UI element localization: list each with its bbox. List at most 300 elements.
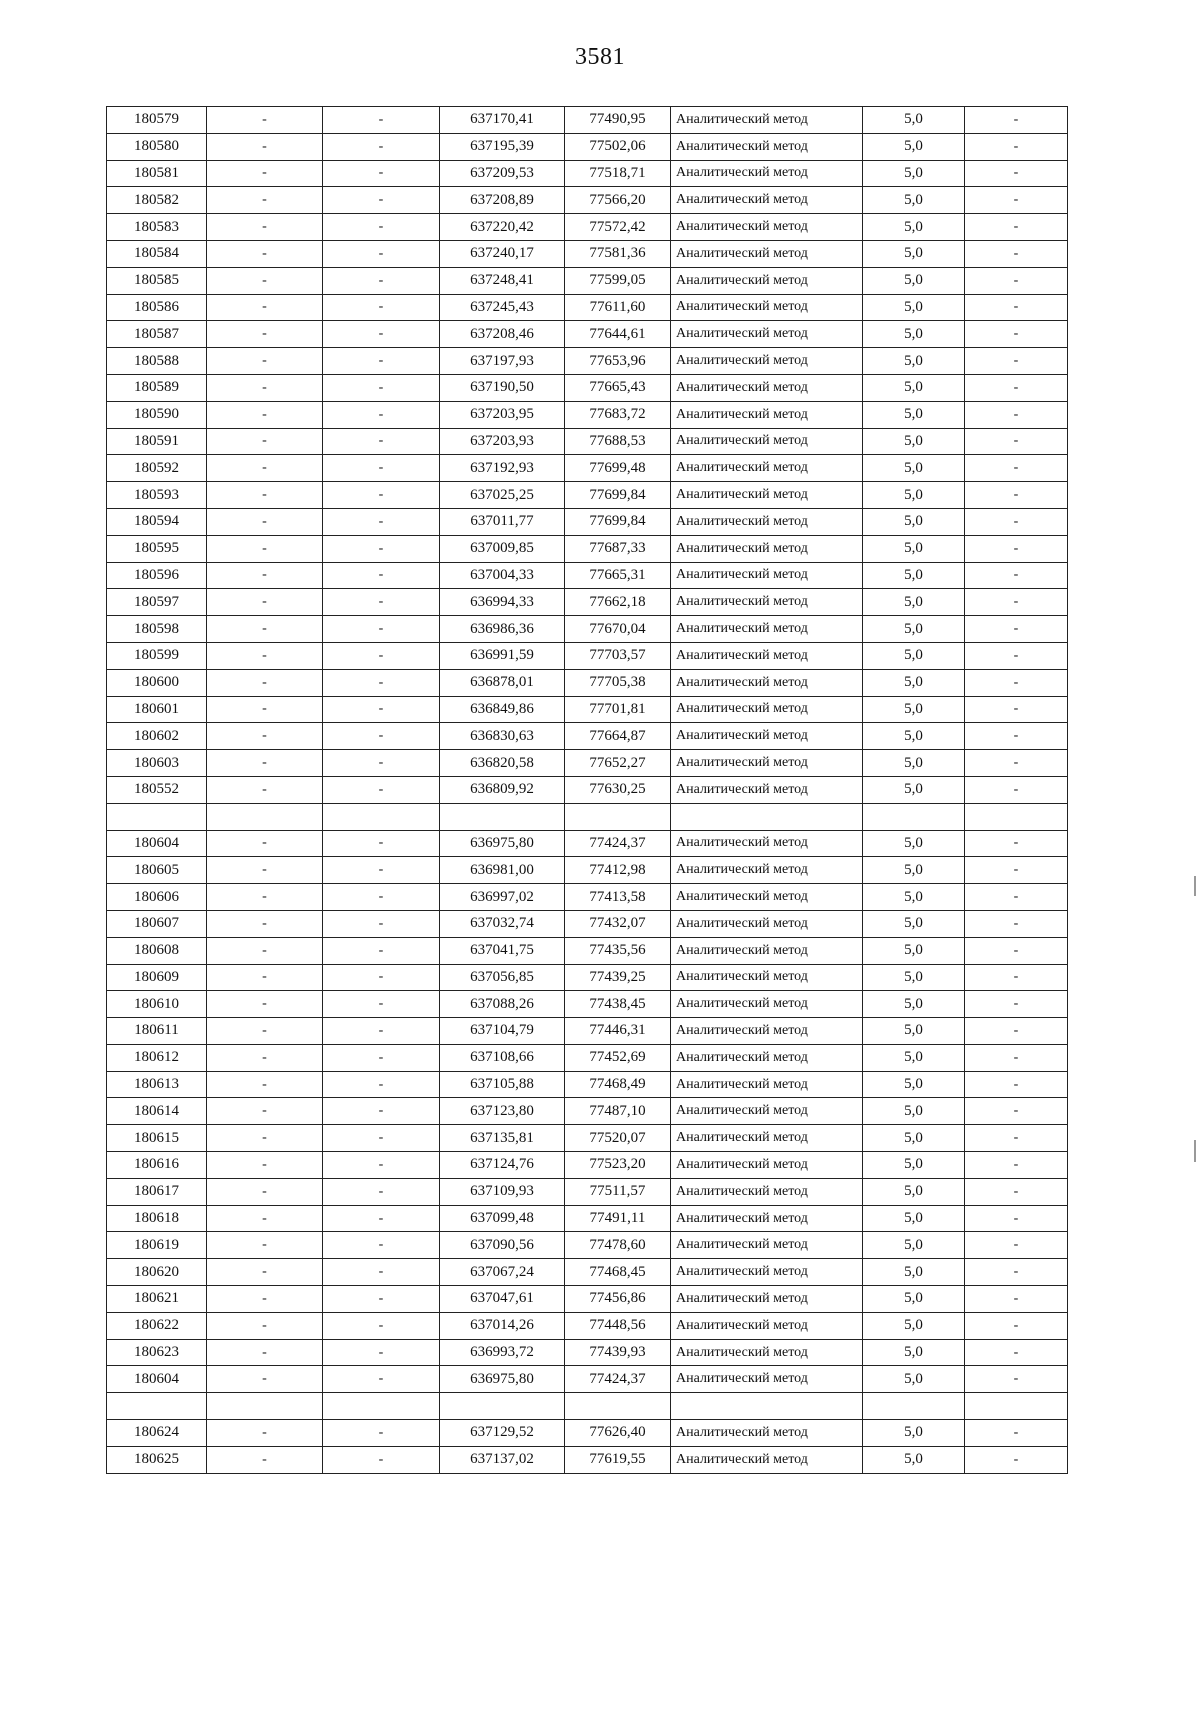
method-cell: Аналитический метод	[671, 160, 863, 187]
empty-col-2-cell: -	[207, 910, 323, 937]
empty-col-8-cell: -	[965, 133, 1068, 160]
empty-col-3-cell: -	[323, 160, 440, 187]
y-coordinate-cell: 77665,43	[565, 374, 671, 401]
y-coordinate-cell: 77687,33	[565, 535, 671, 562]
accuracy-cell: 5,0	[863, 642, 965, 669]
point-id-cell: 180607	[107, 910, 207, 937]
table-row	[107, 1366, 1068, 1393]
blank-cell	[107, 1393, 207, 1420]
x-coordinate-cell: 637108,66	[440, 1044, 565, 1071]
y-coordinate-cell: 77619,55	[565, 1446, 671, 1473]
empty-col-3-cell: -	[323, 1205, 440, 1232]
empty-col-3-cell: -	[323, 1018, 440, 1045]
empty-col-8-cell: -	[965, 857, 1068, 884]
table-row	[107, 562, 1068, 589]
accuracy-cell: 5,0	[863, 616, 965, 643]
accuracy-cell: 5,0	[863, 1232, 965, 1259]
empty-col-2-cell: -	[207, 1018, 323, 1045]
table-row	[107, 669, 1068, 696]
empty-col-3-cell: -	[323, 910, 440, 937]
blank-cell	[965, 1393, 1068, 1420]
point-id-cell: 180581	[107, 160, 207, 187]
y-coordinate-cell: 77630,25	[565, 776, 671, 803]
empty-col-2-cell: -	[207, 1366, 323, 1393]
accuracy-cell: 5,0	[863, 1366, 965, 1393]
point-id-cell: 180610	[107, 991, 207, 1018]
point-id-cell: 180599	[107, 642, 207, 669]
empty-col-3-cell: -	[323, 187, 440, 214]
empty-col-3-cell: -	[323, 562, 440, 589]
point-id-cell: 180587	[107, 321, 207, 348]
x-coordinate-cell: 636975,80	[440, 830, 565, 857]
empty-col-8-cell: -	[965, 937, 1068, 964]
table-row	[107, 1286, 1068, 1313]
method-cell: Аналитический метод	[671, 964, 863, 991]
empty-col-3-cell: -	[323, 240, 440, 267]
point-id-cell: 180596	[107, 562, 207, 589]
empty-col-2-cell: -	[207, 1098, 323, 1125]
scan-edge-mark	[1194, 876, 1196, 896]
point-id-cell: 180621	[107, 1286, 207, 1313]
y-coordinate-cell: 77664,87	[565, 723, 671, 750]
empty-col-2-cell: -	[207, 1071, 323, 1098]
accuracy-cell: 5,0	[863, 535, 965, 562]
y-coordinate-cell: 77511,57	[565, 1178, 671, 1205]
x-coordinate-cell: 637203,95	[440, 401, 565, 428]
y-coordinate-cell: 77487,10	[565, 1098, 671, 1125]
empty-col-3-cell: -	[323, 937, 440, 964]
blank-cell	[107, 803, 207, 830]
table-row	[107, 374, 1068, 401]
empty-col-8-cell: -	[965, 991, 1068, 1018]
method-cell: Аналитический метод	[671, 374, 863, 401]
table-row	[107, 830, 1068, 857]
table-row	[107, 1098, 1068, 1125]
point-id-cell: 180585	[107, 267, 207, 294]
empty-col-8-cell: -	[965, 187, 1068, 214]
separator-row	[107, 1393, 1068, 1420]
table-row	[107, 723, 1068, 750]
table-row	[107, 1339, 1068, 1366]
table-row	[107, 1259, 1068, 1286]
empty-col-3-cell: -	[323, 374, 440, 401]
method-cell: Аналитический метод	[671, 884, 863, 911]
y-coordinate-cell: 77452,69	[565, 1044, 671, 1071]
empty-col-8-cell: -	[965, 1312, 1068, 1339]
table-row	[107, 348, 1068, 375]
point-id-cell: 180609	[107, 964, 207, 991]
x-coordinate-cell: 637135,81	[440, 1125, 565, 1152]
x-coordinate-cell: 637192,93	[440, 455, 565, 482]
table-row	[107, 1178, 1068, 1205]
empty-col-2-cell: -	[207, 1125, 323, 1152]
y-coordinate-cell: 77478,60	[565, 1232, 671, 1259]
empty-col-8-cell: -	[965, 696, 1068, 723]
empty-col-8-cell: -	[965, 240, 1068, 267]
table-row	[107, 696, 1068, 723]
accuracy-cell: 5,0	[863, 1152, 965, 1179]
accuracy-cell: 5,0	[863, 1420, 965, 1447]
empty-col-2-cell: -	[207, 1152, 323, 1179]
empty-col-2-cell: -	[207, 1044, 323, 1071]
accuracy-cell: 5,0	[863, 937, 965, 964]
y-coordinate-cell: 77611,60	[565, 294, 671, 321]
blank-cell	[671, 803, 863, 830]
empty-col-8-cell: -	[965, 776, 1068, 803]
x-coordinate-cell: 637067,24	[440, 1259, 565, 1286]
empty-col-3-cell: -	[323, 1232, 440, 1259]
empty-col-2-cell: -	[207, 562, 323, 589]
x-coordinate-cell: 637209,53	[440, 160, 565, 187]
empty-col-2-cell: -	[207, 776, 323, 803]
empty-col-3-cell: -	[323, 267, 440, 294]
empty-col-3-cell: -	[323, 482, 440, 509]
empty-col-3-cell: -	[323, 133, 440, 160]
empty-col-2-cell: -	[207, 160, 323, 187]
empty-col-2-cell: -	[207, 535, 323, 562]
empty-col-2-cell: -	[207, 133, 323, 160]
y-coordinate-cell: 77688,53	[565, 428, 671, 455]
coordinates-table	[106, 106, 1068, 1474]
accuracy-cell: 5,0	[863, 348, 965, 375]
empty-col-3-cell: -	[323, 508, 440, 535]
method-cell: Аналитический метод	[671, 696, 863, 723]
empty-col-2-cell: -	[207, 1420, 323, 1447]
empty-col-3-cell: -	[323, 428, 440, 455]
method-cell: Аналитический метод	[671, 562, 863, 589]
empty-col-3-cell: -	[323, 1098, 440, 1125]
point-id-cell: 180613	[107, 1071, 207, 1098]
empty-col-2-cell: -	[207, 937, 323, 964]
empty-col-3-cell: -	[323, 1286, 440, 1313]
method-cell: Аналитический метод	[671, 857, 863, 884]
y-coordinate-cell: 77412,98	[565, 857, 671, 884]
accuracy-cell: 5,0	[863, 776, 965, 803]
x-coordinate-cell: 637109,93	[440, 1178, 565, 1205]
empty-col-8-cell: -	[965, 562, 1068, 589]
method-cell: Аналитический метод	[671, 1205, 863, 1232]
x-coordinate-cell: 637245,43	[440, 294, 565, 321]
table-row	[107, 589, 1068, 616]
empty-col-8-cell: -	[965, 669, 1068, 696]
accuracy-cell: 5,0	[863, 857, 965, 884]
accuracy-cell: 5,0	[863, 428, 965, 455]
point-id-cell: 180601	[107, 696, 207, 723]
point-id-cell: 180618	[107, 1205, 207, 1232]
accuracy-cell: 5,0	[863, 1286, 965, 1313]
y-coordinate-cell: 77439,25	[565, 964, 671, 991]
empty-col-2-cell: -	[207, 482, 323, 509]
y-coordinate-cell: 77468,45	[565, 1259, 671, 1286]
empty-col-2-cell: -	[207, 1259, 323, 1286]
point-id-cell: 180591	[107, 428, 207, 455]
x-coordinate-cell: 637105,88	[440, 1071, 565, 1098]
accuracy-cell: 5,0	[863, 750, 965, 777]
empty-col-8-cell: -	[965, 1366, 1068, 1393]
method-cell: Аналитический метод	[671, 1125, 863, 1152]
table-row	[107, 321, 1068, 348]
scan-edge-mark	[1194, 1140, 1196, 1162]
point-id-cell: 180612	[107, 1044, 207, 1071]
empty-col-8-cell: -	[965, 884, 1068, 911]
y-coordinate-cell: 77490,95	[565, 107, 671, 134]
point-id-cell: 180605	[107, 857, 207, 884]
table-row	[107, 535, 1068, 562]
x-coordinate-cell: 637088,26	[440, 991, 565, 1018]
method-cell: Аналитический метод	[671, 1420, 863, 1447]
empty-col-2-cell: -	[207, 401, 323, 428]
y-coordinate-cell: 77599,05	[565, 267, 671, 294]
method-cell: Аналитический метод	[671, 910, 863, 937]
empty-col-2-cell: -	[207, 884, 323, 911]
empty-col-3-cell: -	[323, 535, 440, 562]
method-cell: Аналитический метод	[671, 1312, 863, 1339]
empty-col-2-cell: -	[207, 187, 323, 214]
blank-cell	[863, 1393, 965, 1420]
empty-col-8-cell: -	[965, 1018, 1068, 1045]
x-coordinate-cell: 637240,17	[440, 240, 565, 267]
empty-col-8-cell: -	[965, 321, 1068, 348]
empty-col-8-cell: -	[965, 1446, 1068, 1473]
empty-col-2-cell: -	[207, 696, 323, 723]
empty-col-2-cell: -	[207, 1232, 323, 1259]
point-id-cell: 180608	[107, 937, 207, 964]
empty-col-3-cell: -	[323, 294, 440, 321]
method-cell: Аналитический метод	[671, 1098, 863, 1125]
table-row	[107, 1152, 1068, 1179]
accuracy-cell: 5,0	[863, 723, 965, 750]
empty-col-3-cell: -	[323, 750, 440, 777]
x-coordinate-cell: 637104,79	[440, 1018, 565, 1045]
method-cell: Аналитический метод	[671, 1286, 863, 1313]
accuracy-cell: 5,0	[863, 482, 965, 509]
y-coordinate-cell: 77566,20	[565, 187, 671, 214]
empty-col-3-cell: -	[323, 321, 440, 348]
table-row	[107, 1232, 1068, 1259]
accuracy-cell: 5,0	[863, 1205, 965, 1232]
point-id-cell: 180583	[107, 214, 207, 241]
method-cell: Аналитический метод	[671, 1018, 863, 1045]
x-coordinate-cell: 637004,33	[440, 562, 565, 589]
empty-col-2-cell: -	[207, 1178, 323, 1205]
table-row	[107, 187, 1068, 214]
method-cell: Аналитический метод	[671, 1446, 863, 1473]
point-id-cell: 180579	[107, 107, 207, 134]
table-row	[107, 776, 1068, 803]
empty-col-3-cell: -	[323, 1071, 440, 1098]
y-coordinate-cell: 77699,84	[565, 508, 671, 535]
accuracy-cell: 5,0	[863, 374, 965, 401]
empty-col-2-cell: -	[207, 723, 323, 750]
method-cell: Аналитический метод	[671, 830, 863, 857]
blank-cell	[207, 1393, 323, 1420]
method-cell: Аналитический метод	[671, 187, 863, 214]
method-cell: Аналитический метод	[671, 616, 863, 643]
empty-col-8-cell: -	[965, 1178, 1068, 1205]
accuracy-cell: 5,0	[863, 1018, 965, 1045]
point-id-cell: 180617	[107, 1178, 207, 1205]
empty-col-2-cell: -	[207, 214, 323, 241]
blank-cell	[671, 1393, 863, 1420]
empty-col-8-cell: -	[965, 107, 1068, 134]
accuracy-cell: 5,0	[863, 267, 965, 294]
y-coordinate-cell: 77581,36	[565, 240, 671, 267]
table-row	[107, 991, 1068, 1018]
blank-cell	[565, 803, 671, 830]
method-cell: Аналитический метод	[671, 133, 863, 160]
x-coordinate-cell: 637014,26	[440, 1312, 565, 1339]
empty-col-8-cell: -	[965, 1152, 1068, 1179]
x-coordinate-cell: 637129,52	[440, 1420, 565, 1447]
method-cell: Аналитический метод	[671, 535, 863, 562]
method-cell: Аналитический метод	[671, 240, 863, 267]
point-id-cell: 180619	[107, 1232, 207, 1259]
y-coordinate-cell: 77665,31	[565, 562, 671, 589]
empty-col-3-cell: -	[323, 1420, 440, 1447]
x-coordinate-cell: 636981,00	[440, 857, 565, 884]
accuracy-cell: 5,0	[863, 1312, 965, 1339]
accuracy-cell: 5,0	[863, 964, 965, 991]
empty-col-3-cell: -	[323, 1366, 440, 1393]
empty-col-2-cell: -	[207, 428, 323, 455]
x-coordinate-cell: 637090,56	[440, 1232, 565, 1259]
method-cell: Аналитический метод	[671, 107, 863, 134]
empty-col-8-cell: -	[965, 964, 1068, 991]
empty-col-8-cell: -	[965, 616, 1068, 643]
y-coordinate-cell: 77662,18	[565, 589, 671, 616]
y-coordinate-cell: 77438,45	[565, 991, 671, 1018]
empty-col-8-cell: -	[965, 1044, 1068, 1071]
accuracy-cell: 5,0	[863, 991, 965, 1018]
empty-col-8-cell: -	[965, 750, 1068, 777]
x-coordinate-cell: 637203,93	[440, 428, 565, 455]
empty-col-3-cell: -	[323, 991, 440, 1018]
x-coordinate-cell: 637220,42	[440, 214, 565, 241]
x-coordinate-cell: 637137,02	[440, 1446, 565, 1473]
empty-col-3-cell: -	[323, 348, 440, 375]
table-row	[107, 240, 1068, 267]
point-id-cell: 180580	[107, 133, 207, 160]
empty-col-8-cell: -	[965, 1232, 1068, 1259]
empty-col-2-cell: -	[207, 321, 323, 348]
x-coordinate-cell: 636830,63	[440, 723, 565, 750]
point-id-cell: 180603	[107, 750, 207, 777]
method-cell: Аналитический метод	[671, 1366, 863, 1393]
method-cell: Аналитический метод	[671, 401, 863, 428]
empty-col-8-cell: -	[965, 910, 1068, 937]
empty-col-3-cell: -	[323, 1312, 440, 1339]
blank-cell	[863, 803, 965, 830]
method-cell: Аналитический метод	[671, 1071, 863, 1098]
empty-col-8-cell: -	[965, 1339, 1068, 1366]
table-row	[107, 1205, 1068, 1232]
table-row	[107, 482, 1068, 509]
y-coordinate-cell: 77502,06	[565, 133, 671, 160]
x-coordinate-cell: 637208,89	[440, 187, 565, 214]
table-row	[107, 508, 1068, 535]
method-cell: Аналитический метод	[671, 214, 863, 241]
accuracy-cell: 5,0	[863, 107, 965, 134]
method-cell: Аналитический метод	[671, 1259, 863, 1286]
point-id-cell: 180597	[107, 589, 207, 616]
empty-col-3-cell: -	[323, 1152, 440, 1179]
point-id-cell: 180598	[107, 616, 207, 643]
x-coordinate-cell: 637123,80	[440, 1098, 565, 1125]
table-row	[107, 267, 1068, 294]
empty-col-2-cell: -	[207, 830, 323, 857]
y-coordinate-cell: 77520,07	[565, 1125, 671, 1152]
point-id-cell: 180614	[107, 1098, 207, 1125]
table-body	[107, 107, 1068, 1474]
method-cell: Аналитический метод	[671, 937, 863, 964]
accuracy-cell: 5,0	[863, 321, 965, 348]
x-coordinate-cell: 637056,85	[440, 964, 565, 991]
empty-col-8-cell: -	[965, 723, 1068, 750]
method-cell: Аналитический метод	[671, 991, 863, 1018]
x-coordinate-cell: 636820,58	[440, 750, 565, 777]
table-row	[107, 1125, 1068, 1152]
method-cell: Аналитический метод	[671, 642, 863, 669]
empty-col-2-cell: -	[207, 964, 323, 991]
method-cell: Аналитический метод	[671, 1339, 863, 1366]
accuracy-cell: 5,0	[863, 294, 965, 321]
accuracy-cell: 5,0	[863, 133, 965, 160]
y-coordinate-cell: 77413,58	[565, 884, 671, 911]
y-coordinate-cell: 77652,27	[565, 750, 671, 777]
method-cell: Аналитический метод	[671, 455, 863, 482]
blank-cell	[440, 803, 565, 830]
x-coordinate-cell: 637025,25	[440, 482, 565, 509]
empty-col-2-cell: -	[207, 589, 323, 616]
method-cell: Аналитический метод	[671, 482, 863, 509]
point-id-cell: 180625	[107, 1446, 207, 1473]
y-coordinate-cell: 77699,84	[565, 482, 671, 509]
empty-col-8-cell: -	[965, 294, 1068, 321]
empty-col-3-cell: -	[323, 616, 440, 643]
y-coordinate-cell: 77432,07	[565, 910, 671, 937]
y-coordinate-cell: 77446,31	[565, 1018, 671, 1045]
y-coordinate-cell: 77701,81	[565, 696, 671, 723]
point-id-cell: 180611	[107, 1018, 207, 1045]
empty-col-2-cell: -	[207, 1339, 323, 1366]
empty-col-8-cell: -	[965, 374, 1068, 401]
method-cell: Аналитический метод	[671, 723, 863, 750]
y-coordinate-cell: 77456,86	[565, 1286, 671, 1313]
method-cell: Аналитический метод	[671, 750, 863, 777]
blank-cell	[323, 1393, 440, 1420]
empty-col-2-cell: -	[207, 348, 323, 375]
empty-col-2-cell: -	[207, 267, 323, 294]
y-coordinate-cell: 77699,48	[565, 455, 671, 482]
empty-col-2-cell: -	[207, 991, 323, 1018]
method-cell: Аналитический метод	[671, 428, 863, 455]
point-id-cell: 180602	[107, 723, 207, 750]
blank-cell	[323, 803, 440, 830]
empty-col-3-cell: -	[323, 696, 440, 723]
empty-col-3-cell: -	[323, 1339, 440, 1366]
x-coordinate-cell: 637190,50	[440, 374, 565, 401]
empty-col-2-cell: -	[207, 508, 323, 535]
blank-cell	[965, 803, 1068, 830]
empty-col-8-cell: -	[965, 642, 1068, 669]
table-row	[107, 857, 1068, 884]
point-id-cell: 180595	[107, 535, 207, 562]
empty-col-8-cell: -	[965, 1259, 1068, 1286]
x-coordinate-cell: 637197,93	[440, 348, 565, 375]
empty-col-8-cell: -	[965, 401, 1068, 428]
x-coordinate-cell: 636994,33	[440, 589, 565, 616]
point-id-cell: 180623	[107, 1339, 207, 1366]
